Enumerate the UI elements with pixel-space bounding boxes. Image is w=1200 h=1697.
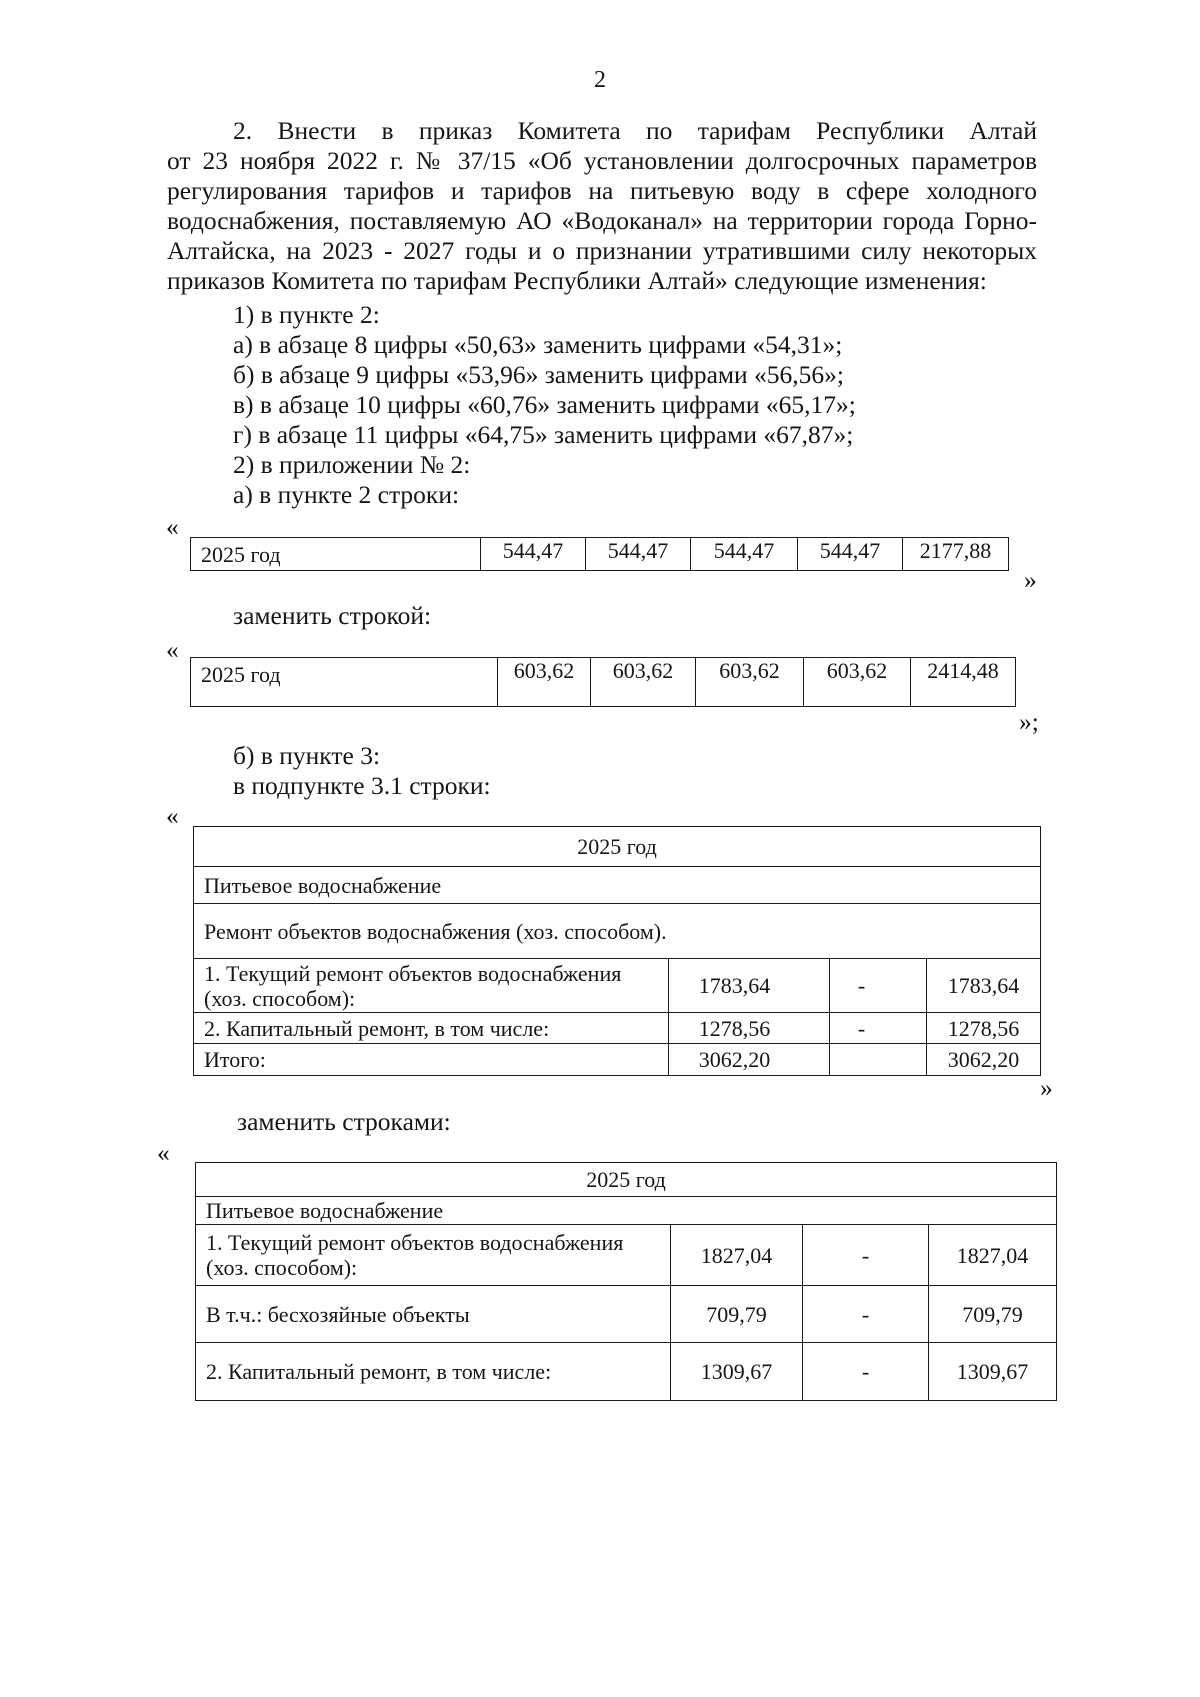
table-row — [194, 1013, 1041, 1044]
amendment-item: б) в абзаце 9 цифры «53,96» заменить цифрами «56,56»; — [233, 360, 845, 389]
total-cell: 2177,88 — [903, 538, 1009, 571]
paragraph-line: Алтайска, на 2023 - 2027 годы и о признании утратившими силу некоторых — [167, 236, 1037, 265]
close-quote: » — [1040, 1073, 1053, 1102]
open-quote: « — [157, 1138, 170, 1167]
value-cell: 544,47 — [691, 538, 798, 571]
value-cell: 544,47 — [586, 538, 691, 571]
total-cell: 2414,48 — [911, 658, 1016, 707]
amendment-item: в) в абзаце 10 цифры «60,76» заменить цифрами «65,17»; — [233, 390, 856, 419]
replace-with-row-label: заменить строкой: — [233, 601, 432, 630]
value-cell: 603,62 — [804, 658, 911, 707]
total-cell: 1309,67 — [929, 1343, 1057, 1401]
amendment-item: 1) в пункте 2: — [233, 300, 380, 329]
value-cell: 544,47 — [798, 538, 903, 571]
value-cell: 1827,04 — [671, 1225, 803, 1286]
value-cell: 603,62 — [591, 658, 696, 707]
total-cell: 1827,04 — [929, 1225, 1057, 1286]
total-row — [194, 1044, 1041, 1076]
replacement-rows-table — [195, 1162, 1057, 1401]
dash-cell: - — [803, 1286, 929, 1343]
row-label: 2. Капитальный ремонт, в том числе: — [194, 1013, 669, 1044]
section-row — [196, 1197, 1057, 1225]
amendment-item: г) в абзаце 11 цифры «64,75» заменить цифрами «67,87»; — [233, 420, 854, 449]
section-row — [194, 867, 1041, 904]
value-cell: 603,62 — [498, 658, 591, 707]
row-label: 2. Капитальный ремонт, в том числе: — [196, 1343, 671, 1401]
row-label: Итого: — [194, 1044, 669, 1076]
table-header-row — [196, 1163, 1057, 1197]
year-cell: 2025 год — [191, 658, 498, 707]
amendment-item: а) в абзаце 8 цифры «50,63» заменить цифрами «54,31»; — [233, 330, 843, 359]
amendment-item: 2) в приложении № 2: — [233, 450, 471, 479]
close-quote: »; — [1019, 707, 1039, 736]
total-cell: 1278,56 — [927, 1013, 1041, 1044]
value-cell: 1309,67 — [671, 1343, 803, 1401]
value-cell: 603,62 — [696, 658, 804, 707]
row-label: 1. Текущий ремонт объектов водоснабжения (хоз. способом): — [196, 1225, 671, 1286]
value-cell: 1278,56 — [669, 1013, 830, 1044]
dash-cell: - — [830, 959, 927, 1013]
total-cell: 3062,20 — [927, 1044, 1041, 1076]
value-cell: 544,47 — [481, 538, 586, 571]
table-row — [194, 959, 1041, 1013]
table-row — [191, 658, 1016, 707]
value-cell: 3062,20 — [669, 1044, 830, 1076]
subsection-row — [194, 904, 1041, 959]
table-row — [196, 1286, 1057, 1343]
open-quote: « — [166, 801, 179, 830]
close-quote: » — [1024, 565, 1037, 594]
table-header-row — [194, 827, 1041, 867]
paragraph-line: приказов Комитета по тарифам Республики Алтай» следующие изменения: — [167, 266, 987, 295]
empty-cell — [830, 1044, 927, 1076]
year-header: 2025 год — [194, 827, 1041, 867]
paragraph-line: регулирования тарифов и тарифов на питьевую воду в сфере холодного — [167, 176, 1037, 205]
open-quote: « — [166, 635, 179, 664]
replace-with-rows-label: заменить строками: — [237, 1107, 451, 1136]
original-rows-table — [193, 826, 1041, 1076]
table-row — [196, 1343, 1057, 1401]
amendment-item: б) в пункте 3: — [233, 741, 381, 770]
amendment-subitem: в подпункте 3.1 строки: — [233, 771, 491, 800]
value-cell: 1783,64 — [669, 959, 830, 1013]
replacement-row-table — [190, 657, 1016, 707]
row-label: В т.ч.: бесхозяйные объекты — [196, 1286, 671, 1343]
total-cell: 1783,64 — [927, 959, 1041, 1013]
section-label: Питьевое водоснабжение — [194, 867, 1041, 904]
section-label: Питьевое водоснабжение — [196, 1197, 1057, 1225]
dash-cell: - — [830, 1013, 927, 1044]
year-cell: 2025 год — [191, 538, 481, 571]
page-number: 2 — [594, 67, 606, 93]
open-quote: « — [166, 512, 179, 541]
dash-cell: - — [803, 1225, 929, 1286]
paragraph-line: водоснабжения, поставляемую АО «Водоканал» на территории города Горно- — [167, 206, 1037, 235]
amendment-item: а) в пункте 2 строки: — [233, 480, 460, 509]
original-row-table — [190, 537, 1009, 571]
row-label: 1. Текущий ремонт объектов водоснабжения (хоз. способом): — [194, 959, 669, 1013]
year-header: 2025 год — [196, 1163, 1057, 1197]
paragraph-line: от 23 ноября 2022 г. № 37/15 «Об установлении долгосрочных параметров — [167, 146, 1037, 175]
total-cell: 709,79 — [929, 1286, 1057, 1343]
value-cell: 709,79 — [671, 1286, 803, 1343]
dash-cell: - — [803, 1343, 929, 1401]
subsection-label: Ремонт объектов водоснабжения (хоз. способом). — [194, 904, 1041, 959]
table-row — [196, 1225, 1057, 1286]
paragraph-line: 2. Внести в приказ Комитета по тарифам Республики Алтай — [233, 116, 1037, 145]
table-row — [191, 538, 1009, 571]
